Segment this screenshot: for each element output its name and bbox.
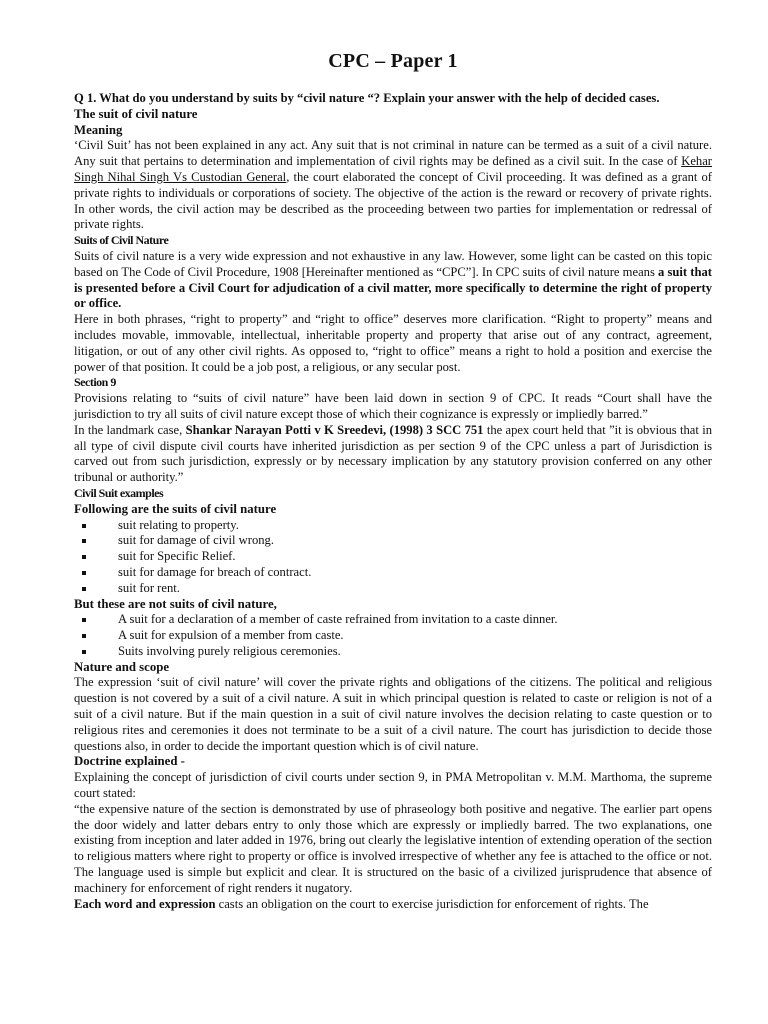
list-item: A suit for expulsion of a member from caste.	[74, 628, 712, 644]
not-suits-heading: But these are not suits of civil nature,	[74, 596, 277, 611]
doctrine-closing	[74, 897, 712, 913]
not-suits-list	[74, 612, 712, 659]
suits-paragraph-2: Here in both phrases, “right to property” and “right to office” deserves more clarification. “Right to property” means and includes movable, immovable, intellectual, inheritable property and property that arise out of any contract, agreement, litigation, or out of any other civil rights. As opposed to, “right to office” means a right to hold a position and exercise the power of that position. It could be a job post, a religious, or any secular post.	[74, 312, 712, 374]
following-heading: Following are the suits of civil nature	[74, 501, 277, 516]
suits-heading: Suits of Civil Nature	[74, 233, 169, 248]
list-item: suit relating to property.	[74, 518, 712, 534]
examples-heading: Civil Suit examples	[74, 485, 164, 500]
nature-paragraph: The expression ‘suit of civil nature’ will cover the private rights and obligations of the citizens. The political and religious question is not covered by a suit of a civil nature. A suit in which principal question is related to caste or religion is not of a suit of a civil nature. But if the main question in a suit of civil nature involves the decision relating to caste question or to religious rites and ceremonies it does not terminate to be a suit of a civil nature. The court has jurisdiction to decide those questions also, in order to decide the important question which is of civil nature.	[74, 675, 712, 753]
suits-paragraph	[74, 249, 712, 312]
meaning-heading: Meaning	[74, 122, 123, 137]
civil-suits-list	[74, 518, 712, 597]
meaning-text-cont: , the court elaborated the concept of Civil proceeding. It was defined as a grant of private rights to individuals or corporations of society. The objective of the action is the reward or recovery of private rights. In other words, the civil action may be described as the proceeding between two parties for implementation or redressal of private rights.	[74, 169, 712, 232]
list-item: A suit for a declaration of a member of caste refrained from invitation to a caste dinner.	[74, 612, 712, 628]
nature-heading: Nature and scope	[74, 659, 170, 674]
page-title: CPC – Paper 1	[328, 50, 458, 72]
doctrine-tail: casts an obligation on the court to exercise jurisdiction for enforcement of rights. The	[215, 896, 649, 911]
doctrine-paragraph: Explaining the concept of jurisdiction of civil courts under section 9, in PMA Metropolitan v. M.M. Marthoma, the supreme court stated:	[74, 770, 712, 801]
case-link-kehar-singh[interactable]: Kehar Singh Nihal Singh Vs Custodian General	[74, 154, 712, 184]
section9-case-paragraph	[74, 423, 712, 486]
doctrine-heading: Doctrine explained -	[74, 754, 185, 769]
meaning-paragraph	[74, 138, 712, 233]
document-body	[74, 91, 712, 912]
question-heading: Q 1. What do you understand by suits by “civil nature “? Explain your answer with the help of decided cases.	[74, 91, 660, 105]
list-item: suit for Specific Relief.	[74, 549, 712, 565]
section9-text: In the landmark case,	[74, 422, 186, 437]
suits-definition: a suit that is presented before a Civil Court for adjudication of a civil matter, more specifically to determine the right of property or office.	[74, 264, 712, 311]
section9-heading: Section 9	[74, 375, 116, 390]
list-item: suit for damage of civil wrong.	[74, 533, 712, 549]
doctrine-quote: “the expensive nature of the section is demonstrated by use of phraseology both positive and negative. The earlier part opens the door widely and latter debars entry to only those which are expressly or impliedly barred. The two explanations, one existing from inception and later added in 1976, bring out clearly the legislative intention of extending operation of the section to religious matters where right to property or office is involved irrespective of whether any fee is attached to the office or not. The language used is simple but explicit and clear. It is structured on the basic of a civilized jurisprudence that absence of machinery for enforcement of right renders it nugatory.	[74, 801, 712, 895]
doctrine-emphasis: Each word and expression	[74, 896, 216, 911]
list-item: suit for rent.	[74, 581, 712, 597]
list-item: suit for damage for breach of contract.	[74, 565, 712, 581]
meaning-text: ‘Civil Suit’ has not been explained in any act. Any suit that is not criminal in nature can be termed as a suit of a civil nature. Any suit that pertains to determination and implementation of civil rights may be defined as a civil suit. In the case of	[74, 138, 712, 169]
section-heading: The suit of civil nature	[74, 106, 198, 121]
section9-text-cont: the apex court held that ”it is obvious that in all type of civil dispute civil courts have inherited jurisdiction as per section 9 of the CPC unless a part of Jurisdiction is carved out from such jurisdiction, expressly or by necessary implication by any statutory provision conferred on any other tribunal or authority.”	[74, 422, 712, 485]
case-shankar-narayan: Shankar Narayan Potti v K Sreedevi, (1998) 3 SCC 751	[185, 422, 484, 437]
section9-paragraph: Provisions relating to “suits of civil nature” have been laid down in section 9 of CPC. It reads “Court shall have the jurisdiction to try all suits of civil nature except those of which their cognizance is expressly or impliedly barred.”	[74, 391, 712, 421]
suits-text: Suits of civil nature is a very wide expression and not exhaustive in any law. However, some light can be casted on this topic based on The Code of Civil Procedure, 1908 [Hereinafter mentioned as “CPC”]. In CPC suits of civil nature means	[74, 248, 712, 279]
list-item: Suits involving purely religious ceremonies.	[74, 644, 712, 660]
